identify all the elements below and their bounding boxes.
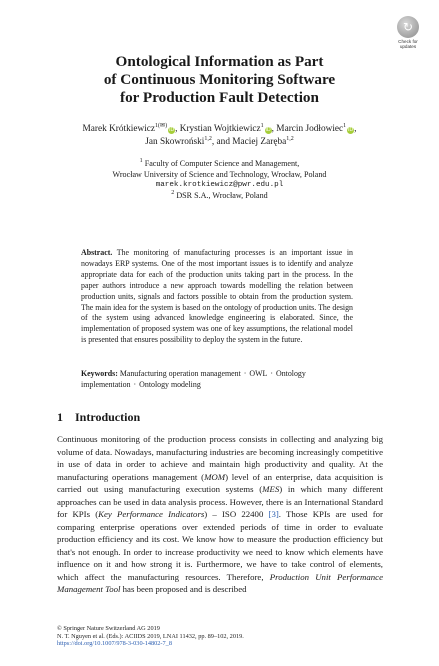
orcid-icon[interactable]: iD (168, 127, 175, 133)
author-name: Marek Krótkiewicz (82, 124, 156, 134)
body-text-run: Continuous monitoring of the production process consists in collecting and analyzing big volume of data. Nowadays, manufacturing industries are becoming increasingly competitive in use of data in order to achieve and maintain high productivity and quality. At the manufacturing operations management ( (57, 434, 383, 482)
section-heading (57, 410, 140, 424)
author-list (20, 123, 419, 149)
body-text-run: ) level of an enterprise, data acquisition is carried out using manufacturing execution systems ( (57, 471, 383, 494)
title-line-2: of Continuous Monitoring Software (103, 71, 336, 88)
affiliation-2 (40, 191, 399, 202)
orcid-icon[interactable]: iD (265, 127, 271, 133)
author-affiliation-mark: 1(✉) (155, 123, 168, 129)
section-title: Introduction (75, 410, 141, 424)
abstract (81, 248, 353, 346)
affiliation-text: Wrocław University of Science and Technology, Wrocław, Poland (112, 169, 327, 179)
section-number: 1 (57, 410, 63, 424)
abbreviation: MOM (204, 471, 226, 482)
emphasis: Key Performance Indicators (98, 509, 205, 519)
copyright-line: © Springer Nature Switzerland AG 2019 (57, 625, 160, 632)
keywords-label: Keywords: (81, 369, 118, 378)
check-for-updates-badge[interactable] (393, 16, 423, 54)
keyword: Ontology modeling (139, 379, 201, 389)
affiliation-number: 1 (139, 158, 143, 164)
author-line-1: Marek Krótkiewicz$^{1(✉)}$iD, Krystian Wojtkiewicz$^1$iD, Marcin Jodłowiec$^1$iD, (82, 123, 357, 134)
author-email[interactable]: marek.krotkiewicz@pwr.edu.pl (155, 181, 284, 189)
author-name: Jan Skowroński (145, 137, 205, 147)
author-name: , Krystian Wojtkiewicz (175, 124, 261, 134)
affiliation-text: DSR S.A., Wrocław, Poland (176, 190, 268, 200)
body-text-run: ) – ISO 22400 (204, 509, 269, 519)
author-affiliation-mark: 1,2 (204, 136, 212, 142)
body-text-run: . Those KPIs are used for comparing enterprise operations over extended periods of time in order to evaluate production efficiency and its cost. We know how to measure the production efficiency but that's not enough. In order to increase productivity we need to know which elements have influence on it and how strong it is. Furthermore, we have to take control of elements, which affect the manufacturing resources. Therefore, (57, 509, 383, 582)
author-name: , and Maciej Zaręba (211, 137, 287, 147)
citation-link[interactable]: [3] (268, 509, 279, 519)
author-affiliation-mark: 1,2 (286, 136, 294, 142)
paper-title (40, 53, 399, 107)
body-paragraph (57, 433, 383, 596)
keyword: OWL (249, 369, 268, 378)
keyword-separator: · (133, 379, 137, 389)
body-text-run: has been proposed and is described (120, 584, 247, 594)
citation-line: N. T. Nguyen et al. (Eds.): ACIIDS 2019, LNAI 11432, pp. 89–102, 2019. (57, 632, 244, 640)
abstract-text: The monitoring of manufacturing processes is an important issue in nowadays ERP systems. One of the most important issues is to identify and analyze appropriate data for each of the production units taking part in the process. In the paper authors introduce a new approach towards modelling the relation between production units, signals and factors possible to obtain from the production system. The main idea for the system is based on the ontology of production units. The design of the system using advanced knowledge engineering is elaborated. Since, the implementation of proposed system was one of key assumptions, the relational model is presented that ensures possibility to deploy the system in the future. (81, 248, 353, 345)
author-affiliation-mark: 1 (343, 123, 347, 129)
keyword: Ontology implementation (81, 369, 306, 389)
doi-link[interactable]: https://doi.org/10.1007/978-3-030-14802-7_8 (57, 640, 172, 648)
body-text-run: ) in which many different approaches can be used in data analysis process. However, there is an International Standard for KPIs ( (57, 484, 383, 519)
keywords (81, 369, 353, 391)
author-affiliation-mark: 1 (260, 123, 264, 129)
title-line-1: Ontological Information as Part (115, 53, 324, 70)
update-icon: ↻ (397, 16, 419, 38)
affiliation-1 (40, 159, 399, 170)
badge-line-2: updates (399, 44, 417, 49)
orcid-icon[interactable]: iD (348, 127, 354, 133)
keyword-separator: · (243, 369, 247, 378)
affiliation-text: Faculty of Computer Science and Management, (144, 159, 300, 168)
abbreviation: MES (262, 484, 280, 494)
affiliation-number: 2 (171, 189, 175, 196)
copyright-footer (57, 625, 383, 648)
author-line-2 (20, 136, 419, 149)
emphasis: Production Unit Performance Management Tool (57, 571, 383, 594)
keyword: Manufacturing operation management (119, 369, 241, 378)
keyword-separator: · (270, 369, 274, 378)
affiliations (40, 159, 399, 201)
author-name: , Marcin Jodłowiec (271, 124, 344, 134)
badge-line-1: Check for (398, 39, 418, 44)
abstract-label: Abstract. (81, 248, 113, 257)
title-line-3: for Production Fault Detection (120, 89, 319, 106)
badge-label (393, 39, 423, 49)
